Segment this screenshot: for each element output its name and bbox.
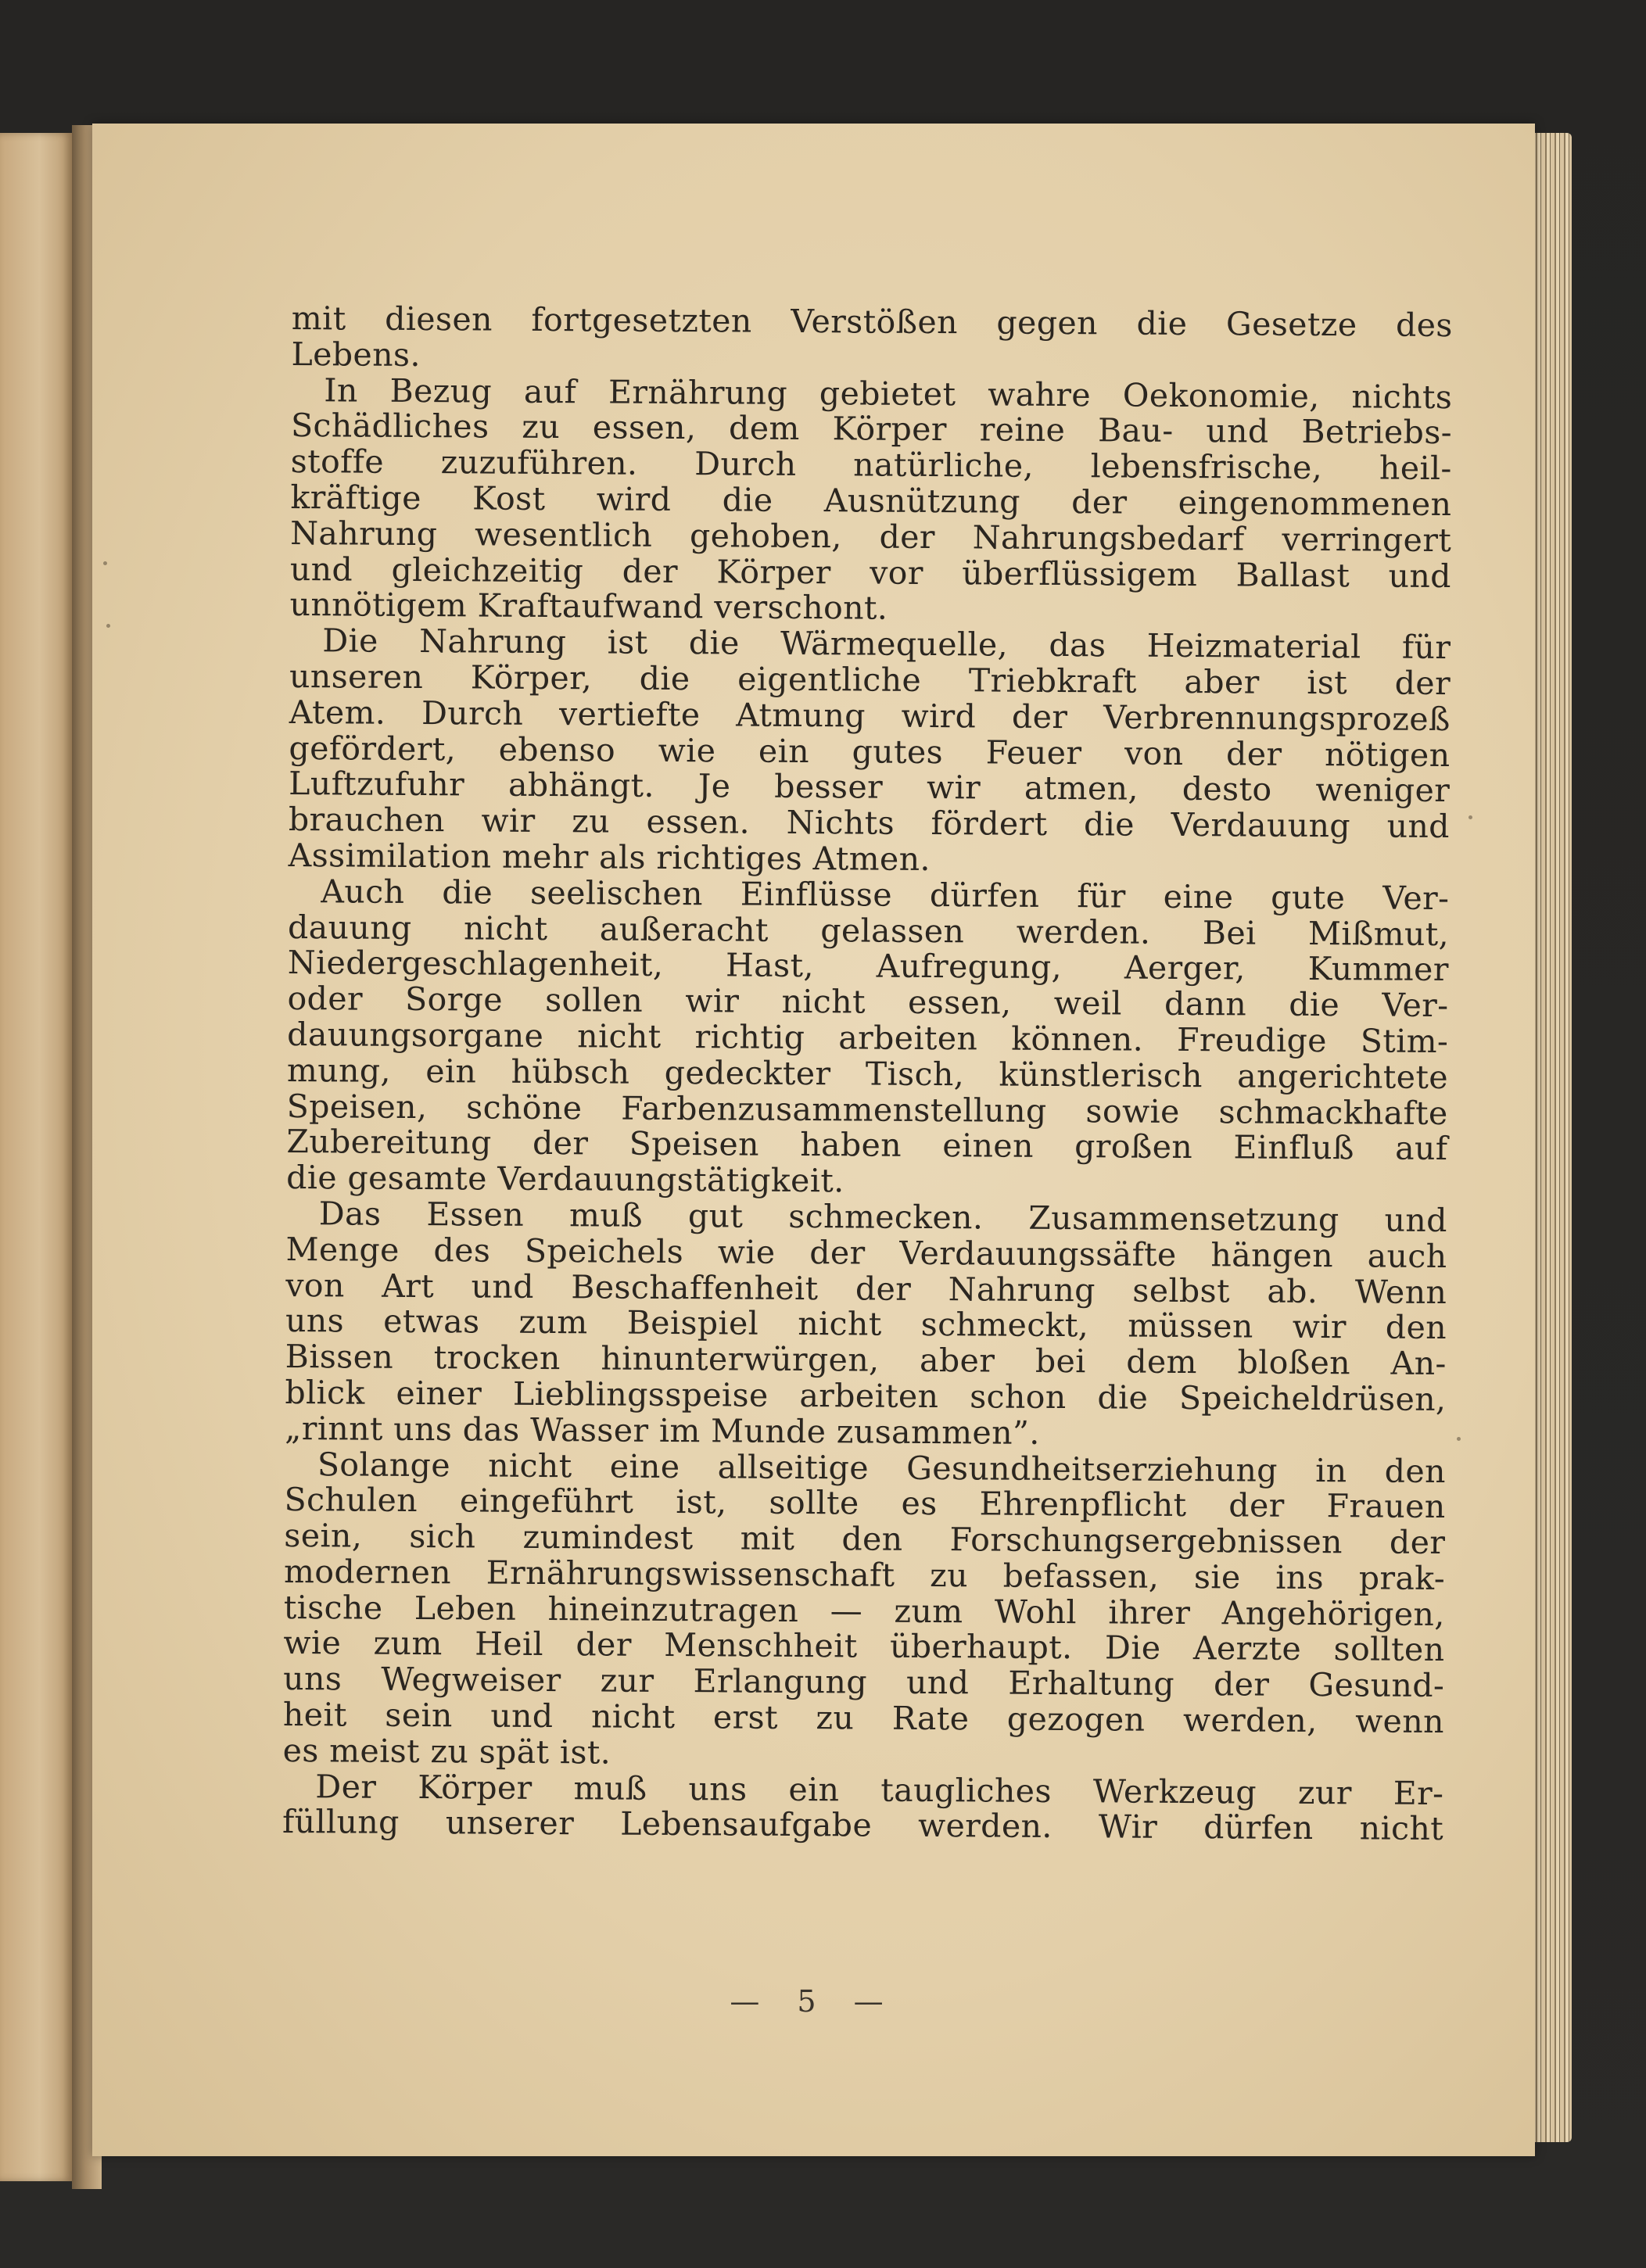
text-line: Assimilation mehr als richtiges Atmen.	[288, 836, 931, 878]
page-number: — 5 —	[730, 1984, 898, 2019]
text-line: unseren Körper, die eigentliche Triebkraft aber ist der	[289, 657, 1451, 703]
text-line: Die Nahrung ist die Wärmequelle, das Heizmaterial für	[322, 622, 1451, 667]
paper-speck	[106, 624, 110, 628]
text-line: Menge des Speichels wie der Verdauungssäfte hängen auch	[285, 1230, 1447, 1275]
text-line: mit diesen fortgesetzten Verstößen gegen die Gesetze des	[291, 299, 1453, 345]
body-text	[282, 301, 1453, 1847]
text-line: Schädliches zu essen, dem Körper reine Bau- und Betriebs-	[290, 407, 1453, 452]
text-line: Niedergeschlagenheit, Hast, Aufregung, Aerger, Kummer	[287, 944, 1449, 989]
text-line: Bissen trocken hinunterwürgen, aber bei dem bloßen An-	[285, 1338, 1447, 1383]
text-line: tische Leben hineinzutragen — zum Wohl ihrer Angehörigen,	[283, 1588, 1445, 1633]
book-page	[92, 124, 1535, 2156]
text-line: mung, ein hübsch gedeckter Tisch, künstlerisch angerichtete	[286, 1051, 1449, 1096]
text-line: In Bezug auf Ernährung gebietet wahre Oekonomie, nichts	[324, 371, 1453, 416]
text-line: Luftzufuhr abhängt. Je besser wir atmen, desto weniger	[289, 765, 1451, 810]
paper-speck	[1457, 1437, 1461, 1441]
text-line: gefördert, ebenso wie ein gutes Feuer von der nötigen	[289, 729, 1451, 774]
text-line: es meist zu spät ist.	[282, 1731, 611, 1772]
text-line: heit sein und nicht erst zu Rate gezogen werden, wenn	[282, 1696, 1445, 1741]
text-line: kräftige Kost wird die Ausnützung der eingenommenen	[290, 478, 1452, 524]
text-line: Der Körper muß uns ein taugliches Werkzeug zur Er-	[315, 1767, 1444, 1812]
text-line: uns etwas zum Beispiel nicht schmeckt, müssen wir den	[285, 1302, 1447, 1347]
text-line: Atem. Durch vertiefte Atmung wird der Verbrennungsprozeß	[289, 693, 1451, 738]
text-line: Zubereitung der Speisen haben einen großen Einfluß auf	[286, 1123, 1448, 1168]
text-line: sein, sich zumindest mit den Forschungsergebnissen der	[284, 1517, 1446, 1562]
text-line: oder Sorge sollen wir nicht essen, weil dann die Ver-	[287, 980, 1449, 1025]
text-line: brauchen wir zu essen. Nichts fördert die Verdauung und	[288, 801, 1451, 846]
text-line: blick einer Lieblingsspeise arbeiten schon die Speicheldrüsen,	[285, 1373, 1447, 1418]
text-line: stoffe zuzuführen. Durch natürliche, lebensfrische, heil-	[290, 442, 1452, 488]
previous-page-edge	[0, 133, 72, 2181]
text-line: dauungsorgane nicht richtig arbeiten können. Freudige Stim-	[287, 1015, 1449, 1060]
text-line: füllung unserer Lebensaufgabe werden. Wir dürfen nicht	[282, 1803, 1444, 1848]
text-line: Nahrung wesentlich gehoben, der Nahrungsbedarf verringert	[290, 514, 1452, 559]
text-line: Speisen, schöne Farbenzusammenstellung sowie schmackhafte	[286, 1087, 1448, 1132]
text-line: dauung nicht außeracht gelassen werden. Bei Mißmut,	[287, 908, 1450, 953]
paper-speck	[1468, 815, 1472, 819]
text-line: Schulen eingeführt ist, sollte es Ehrenpflicht der Frauen	[284, 1481, 1446, 1526]
text-line: Solange nicht eine allseitige Gesundheitserziehung in den	[317, 1445, 1447, 1490]
text-line: die gesamte Verdauungstätigkeit.	[286, 1159, 845, 1200]
text-line: modernen Ernährungswissenschaft zu befassen, sie ins prak-	[283, 1552, 1446, 1597]
text-line: Das Essen muß gut schmecken. Zusammensetzung und	[318, 1195, 1447, 1239]
text-line: Lebens.	[291, 335, 421, 374]
paper-speck	[103, 561, 107, 565]
text-line: Auch die seelischen Einflüsse dürfen für eine gute Ver-	[321, 872, 1450, 917]
text-line: „rinnt uns das Wasser im Munde zusammen”.	[285, 1409, 1040, 1452]
text-line: unnötigem Kraftaufwand verschont.	[289, 586, 888, 628]
text-line: von Art und Beschaffenheit der Nahrung selbst ab. Wenn	[285, 1266, 1447, 1311]
text-line: und gleichzeitig der Körper vor überflüssigem Ballast und	[289, 550, 1452, 595]
text-line: wie zum Heil der Menschheit überhaupt. Die Aerzte sollten	[283, 1624, 1445, 1669]
text-line: uns Wegweiser zur Erlangung und Erhaltung der Gesund-	[283, 1660, 1445, 1705]
